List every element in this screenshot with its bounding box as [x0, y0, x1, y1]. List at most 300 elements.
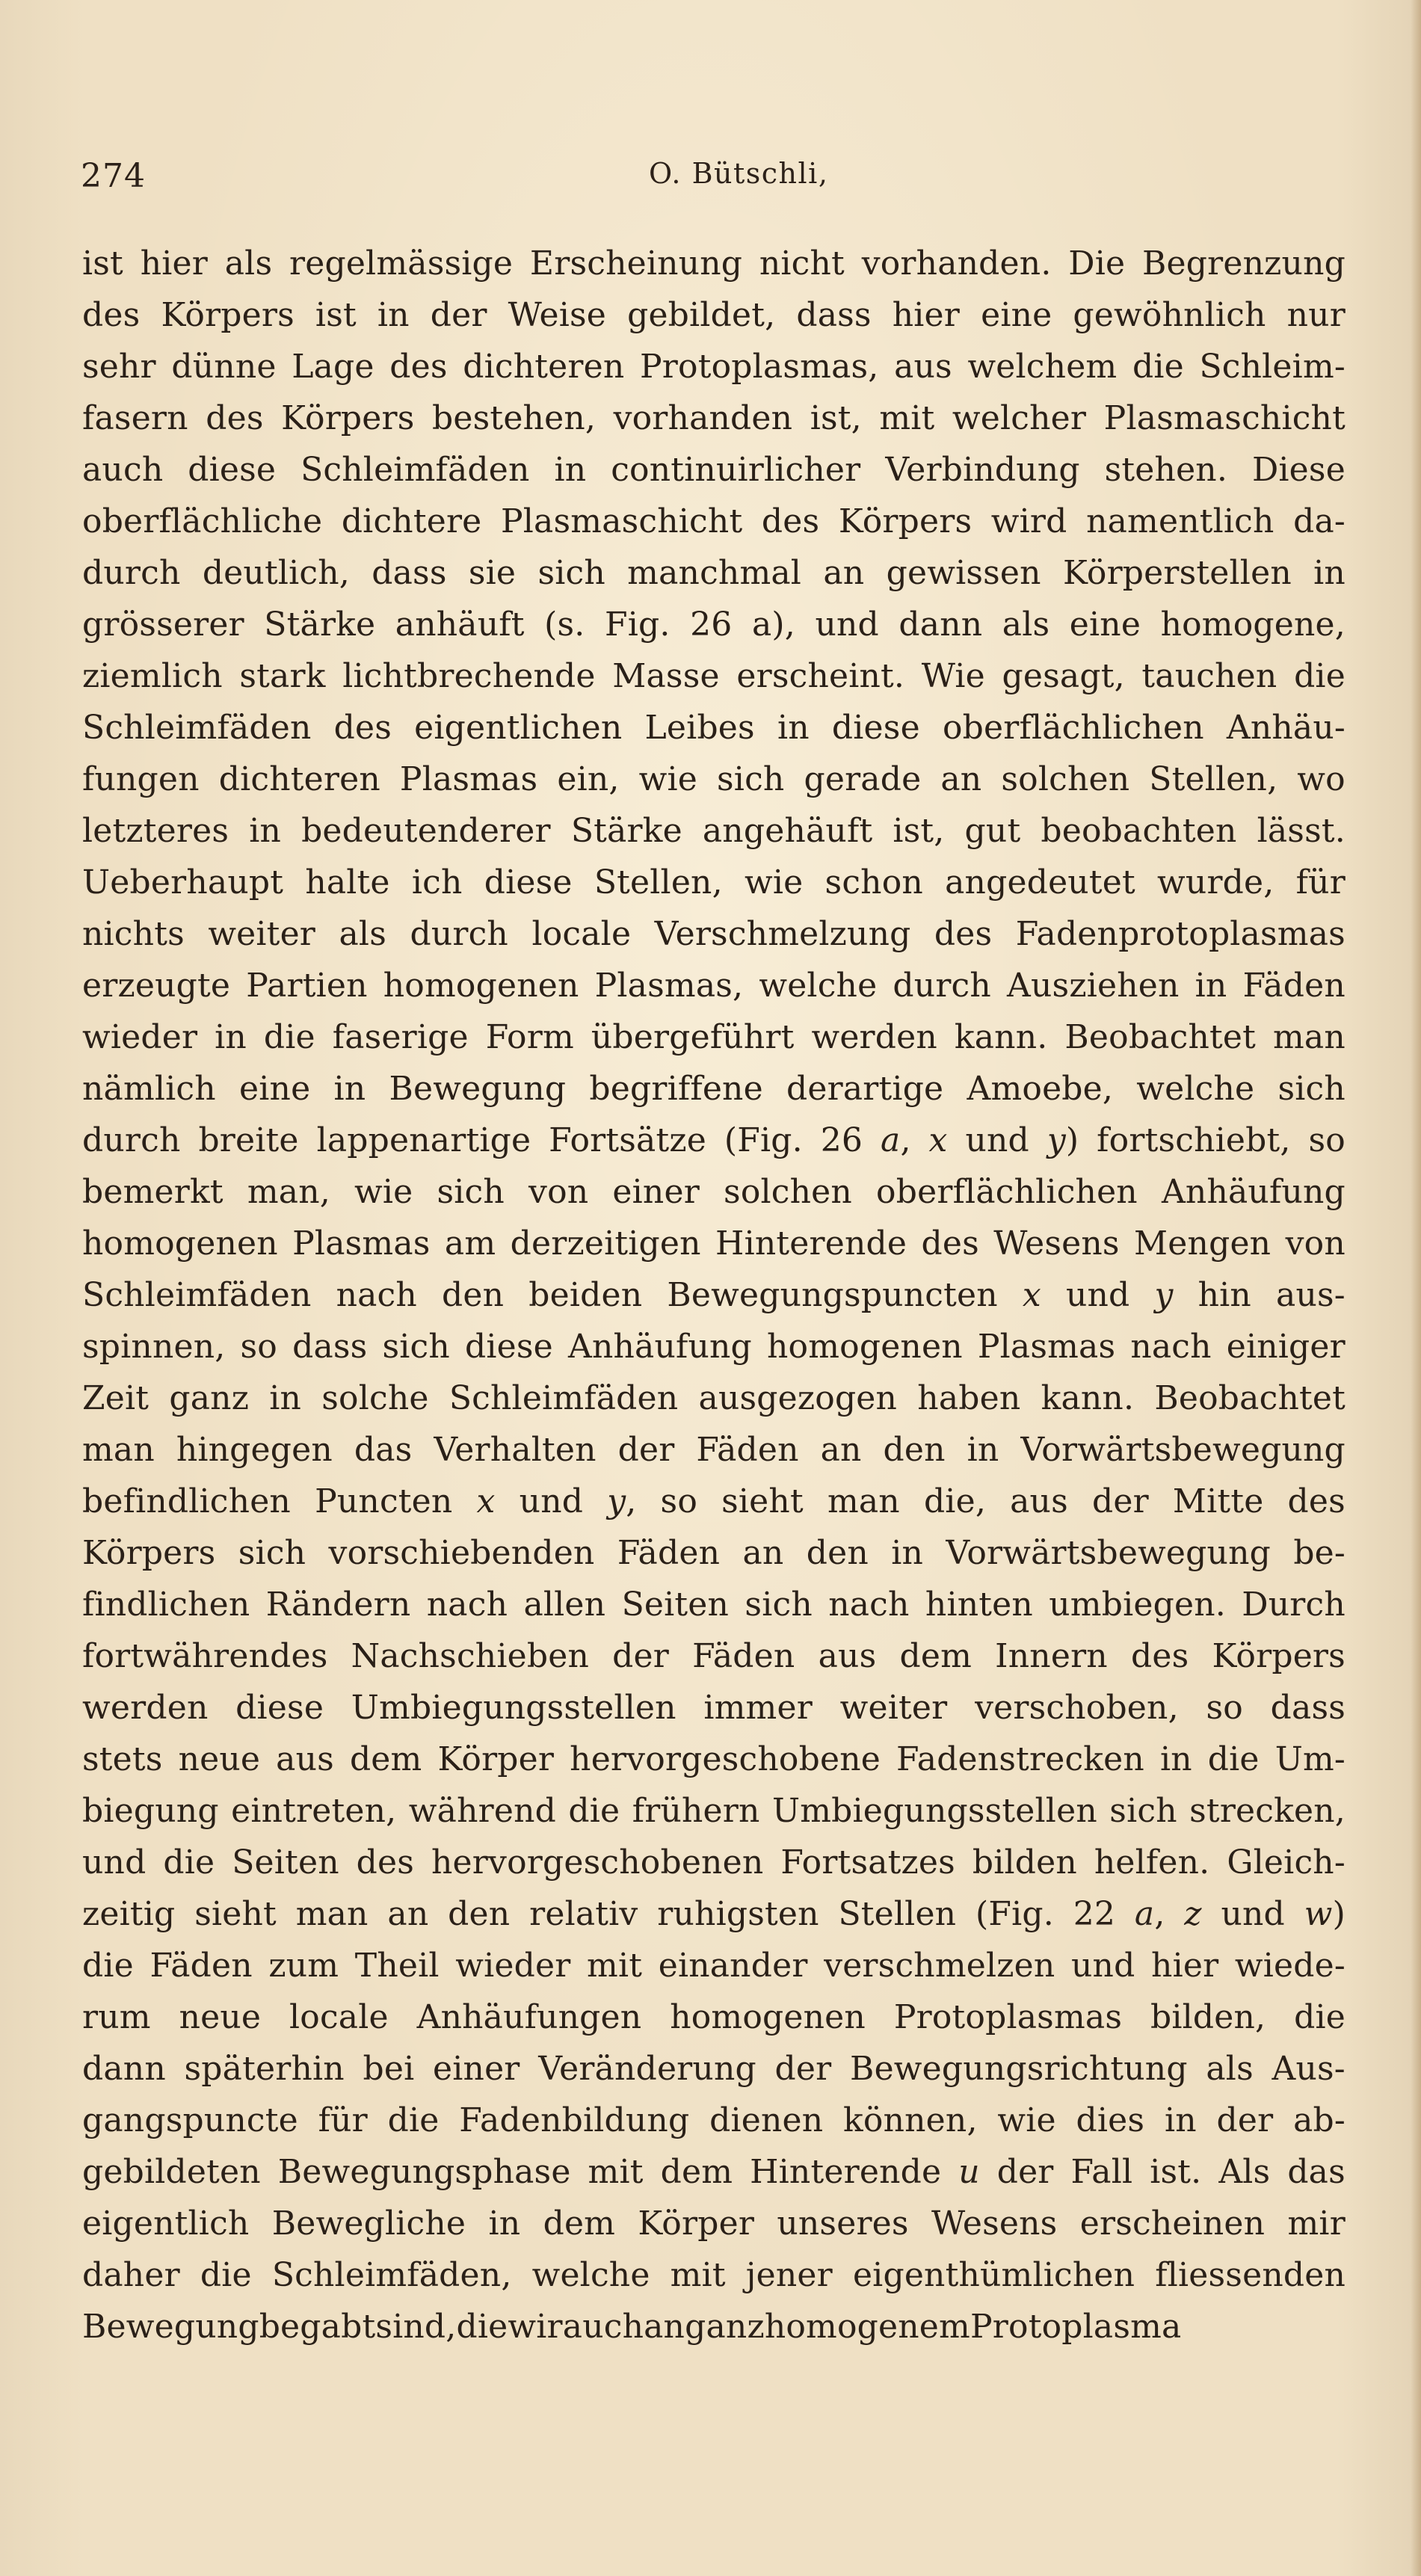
word: gebildet, [627, 296, 776, 334]
word: Körpers [838, 502, 972, 540]
word: in [215, 1018, 247, 1056]
text-line [82, 1579, 1346, 1630]
word: dem [543, 2204, 616, 2243]
word: halte [305, 863, 390, 902]
word: dem [349, 1740, 422, 1778]
word: Plasmas [292, 1224, 431, 1263]
word: dünne [171, 348, 277, 386]
word: des [333, 709, 392, 747]
word: des [206, 399, 264, 437]
word: dies [1076, 2101, 1145, 2139]
word: und [1071, 1947, 1135, 1985]
word: gesagt, [1002, 657, 1125, 695]
word: in [269, 1379, 302, 1417]
word: Bewegungspuncten [667, 1276, 998, 1314]
word: in [1313, 554, 1346, 592]
word: der [774, 2050, 832, 2088]
word: y, [607, 1482, 637, 1520]
word: an [644, 2308, 685, 2346]
word: sieht [721, 1482, 804, 1520]
word: solche [321, 1379, 429, 1417]
word: bestehen, [432, 399, 597, 437]
word: lappenartige [316, 1121, 531, 1159]
word: fungen [82, 760, 200, 798]
word: der [612, 1637, 669, 1675]
word: unseres [777, 2204, 909, 2243]
word: einer [612, 1173, 700, 1211]
word: Veränderung [538, 2050, 756, 2088]
text-line [82, 1527, 1346, 1579]
text-line [82, 650, 1346, 702]
word: Verbindung [885, 451, 1080, 489]
word: Anhäufungen [416, 1998, 642, 2036]
word: fasern [82, 399, 188, 437]
word: Zeit [82, 1379, 150, 1417]
word: nicht [759, 244, 845, 283]
word: sich [537, 554, 605, 592]
text-line [82, 1734, 1346, 1785]
word: wir [508, 2308, 563, 2346]
word: sich [1277, 1070, 1346, 1108]
word: haben [917, 1379, 1021, 1417]
word: Protoplasma [970, 2308, 1182, 2346]
word: gangspuncte [82, 2101, 298, 2139]
word: Bewegliche [271, 2204, 466, 2243]
word: nach [336, 1276, 417, 1314]
word: erscheinen [1079, 2204, 1266, 2243]
word: neue [179, 1998, 262, 2036]
word: Anhäu- [1226, 709, 1346, 747]
word: tauchen [1141, 657, 1277, 695]
word: regelmässige [289, 244, 514, 283]
word: wieder [455, 1947, 571, 1985]
word: solchen [1001, 760, 1130, 798]
word: Verschmelzung [654, 915, 911, 953]
word: continuirlicher [611, 451, 861, 489]
word: z [1184, 1895, 1202, 1933]
word: 26 [820, 1121, 863, 1159]
text-line [82, 496, 1346, 547]
word: Vorwärtsbewegung [1020, 1431, 1346, 1469]
word: fortschiebt, [1097, 1121, 1291, 1159]
word: Körpers [82, 1534, 216, 1572]
word: stark [239, 657, 326, 695]
word: welche [531, 2256, 650, 2294]
word: sieht [194, 1895, 277, 1933]
word: aus [276, 1740, 334, 1778]
word: sich [745, 1586, 813, 1624]
word: Protoplasmas, [640, 348, 879, 386]
word: durch [82, 1121, 181, 1159]
word: und [965, 1121, 1029, 1159]
word: namentlich [1086, 502, 1274, 540]
word: begabt [259, 2308, 376, 2346]
word: die [163, 1843, 215, 1882]
word: Stellen [838, 1895, 957, 1933]
word: wieder [82, 1018, 198, 1056]
word: und [82, 1843, 147, 1882]
word: Die [1068, 244, 1126, 283]
word: welcher [952, 399, 1087, 437]
text-line [82, 2249, 1346, 2301]
word: faserige [332, 1018, 469, 1056]
word: homogenen [766, 1328, 963, 1366]
word: hingegen [176, 1431, 333, 1469]
word: frühern [632, 1792, 760, 1830]
word: wie [354, 1173, 413, 1211]
word: ist. [1150, 2153, 1202, 2191]
word: die [387, 2101, 440, 2139]
word: an [820, 1431, 862, 1469]
word: nach [828, 1586, 910, 1624]
word: hier [1151, 1947, 1219, 1985]
word: hinten [925, 1586, 1033, 1624]
word: Stellen, [594, 863, 723, 902]
word: diese [484, 863, 573, 902]
word: Wesens [931, 2204, 1058, 2243]
word: durch [893, 967, 991, 1005]
word: sich [238, 1534, 306, 1572]
word: durch [82, 554, 181, 592]
word: diese [831, 709, 920, 747]
word: derzeitigen [510, 1224, 701, 1263]
word: aus [894, 348, 952, 386]
word: eine [1069, 606, 1141, 644]
text-line [82, 289, 1346, 341]
word: von [1285, 1224, 1346, 1263]
word: fliessenden [1155, 2256, 1346, 2294]
word: Anhäufung [1161, 1173, 1346, 1211]
word: Amoebe, [967, 1070, 1114, 1108]
word: Weise [508, 296, 607, 334]
word: w) [1304, 1895, 1346, 1933]
word: Schleimfäden [300, 451, 530, 489]
word: als [224, 244, 273, 283]
word: man [827, 1482, 900, 1520]
word: vorhanden [613, 399, 793, 437]
word: Beobachtet [1064, 1018, 1257, 1056]
text-line [82, 1372, 1346, 1424]
word: dass [796, 296, 872, 334]
word: einander [658, 1947, 808, 1985]
word: Körpers [281, 399, 415, 437]
word: verschmelzen [824, 1947, 1055, 1985]
word: eigenthümlichen [852, 2256, 1135, 2294]
word: an [742, 1534, 784, 1572]
word: stehen. [1104, 451, 1228, 489]
word: Begrenzung [1142, 244, 1346, 283]
word: Schleimfäden [449, 1379, 679, 1417]
word: welchem [967, 348, 1118, 386]
text-line [82, 1837, 1346, 1888]
running-head-author: O. Bütschli, [649, 157, 829, 190]
word: auch [82, 451, 164, 489]
word: dichteren [218, 760, 380, 798]
text-line [82, 1991, 1346, 2043]
word: Stärke [570, 812, 682, 850]
word: ganz [169, 1379, 250, 1417]
text-line [82, 599, 1346, 650]
word: Plasmas [977, 1328, 1116, 1366]
word: nur [1286, 296, 1346, 334]
word: mit [588, 2153, 644, 2191]
word: des [389, 348, 448, 386]
word: Innern [995, 1637, 1108, 1675]
word: können, [843, 2101, 978, 2139]
word: mit [879, 399, 935, 437]
text-line [82, 2198, 1346, 2249]
word: nichts [82, 915, 185, 953]
word: fortwährendes [82, 1637, 328, 1675]
word: einiger [1226, 1328, 1346, 1366]
text-line [82, 754, 1346, 805]
word: a, [881, 1121, 911, 1159]
word: man [295, 1895, 369, 1933]
word: auch [562, 2308, 644, 2346]
word: a), [751, 606, 795, 644]
word: oberflächlichen [876, 1173, 1138, 1211]
word: manchmal [627, 554, 802, 592]
word: derartige [786, 1070, 944, 1108]
word: Stellen, [1149, 760, 1278, 798]
word: Körperstellen [1062, 554, 1292, 592]
word: Stärke [264, 606, 376, 644]
text-line [82, 238, 1346, 289]
word: Protoplasmas [893, 1998, 1123, 2036]
word: y [1154, 1276, 1174, 1314]
word: als [1206, 2050, 1254, 2088]
word: erscheint. [736, 657, 905, 695]
word: rum [82, 1998, 151, 2036]
word: verschoben, [975, 1689, 1179, 1727]
word: weiter [839, 1689, 948, 1727]
word: begriffene [589, 1070, 763, 1108]
text-line [82, 1424, 1346, 1476]
word: Erscheinung [529, 244, 743, 283]
word: Körper [437, 1740, 555, 1778]
word: für [1295, 863, 1346, 902]
word: den [806, 1534, 869, 1572]
word: kann. [954, 1018, 1048, 1056]
word: sich [717, 760, 785, 798]
word: Schleimfäden, [271, 2256, 512, 2294]
word: Wie [921, 657, 985, 695]
word: homogenen [383, 967, 579, 1005]
word: in [1195, 967, 1227, 1005]
word: allen [523, 1586, 606, 1624]
word: in [777, 709, 810, 747]
word: homogenen [82, 1224, 278, 1263]
word: in [554, 451, 587, 489]
word: Hinterende [750, 2153, 942, 2191]
word: Anhäufung [567, 1328, 752, 1366]
word: oberflächlichen [942, 709, 1204, 747]
word: Fadenprotoplasmas [1015, 915, 1346, 953]
word: wird [990, 502, 1067, 540]
word: x [476, 1482, 496, 1520]
word: letzteres [82, 812, 229, 850]
text-line [82, 1785, 1346, 1837]
text-line [82, 1063, 1346, 1115]
word: kann. [1041, 1379, 1135, 1417]
word: und [1065, 1276, 1130, 1314]
word: als [1002, 606, 1050, 644]
word: helfen. [1094, 1843, 1210, 1882]
word: in [377, 296, 410, 334]
text-line [82, 341, 1346, 392]
word: eine [981, 296, 1052, 334]
word: beobachten [1041, 812, 1237, 850]
word: Fall [1070, 2153, 1133, 2191]
word: ist, [810, 399, 862, 437]
word: anhäuft [395, 606, 525, 644]
word: nämlich [82, 1070, 216, 1108]
word: in [488, 2204, 521, 2243]
word: in [891, 1534, 924, 1572]
word: Masse [612, 657, 720, 695]
word: dienen [709, 2101, 824, 2139]
word: Fortsätze [549, 1121, 706, 1159]
word: bedeutenderer [301, 812, 551, 850]
word: dichteren [463, 348, 625, 386]
word: werden [811, 1018, 937, 1056]
word: den [442, 1276, 505, 1314]
word: Körpers [161, 296, 295, 334]
word: des [934, 915, 993, 953]
word: so [1308, 1121, 1346, 1159]
word: Körpers [1212, 1637, 1346, 1675]
word: Um- [1274, 1740, 1346, 1778]
word: nach [1130, 1328, 1212, 1366]
word: Umbiegungsstellen [771, 1792, 1097, 1830]
word: 22 [1073, 1895, 1116, 1933]
word: des [1130, 1637, 1189, 1675]
word: biegung [82, 1792, 219, 1830]
word: sich [437, 1173, 505, 1211]
word: in [249, 812, 282, 850]
word: Leibes [644, 709, 755, 747]
word: bilden, [1150, 1998, 1266, 2036]
word: Wesens [993, 1224, 1120, 1263]
word: a, [1134, 1895, 1165, 1933]
text-line [82, 1115, 1346, 1166]
word: sehr [82, 348, 156, 386]
word: locale [289, 1998, 389, 2036]
word: schon [824, 863, 923, 902]
word: grösserer [82, 606, 244, 644]
word: ausgezogen [698, 1379, 898, 1417]
text-line [82, 1888, 1346, 1940]
word: des [356, 1843, 415, 1882]
text-line [82, 392, 1346, 444]
word: man, [247, 1173, 330, 1211]
word: man [1272, 1018, 1346, 1056]
word: lässt. [1257, 812, 1346, 850]
word: der [996, 2153, 1054, 2191]
word: sich [382, 1328, 450, 1366]
word: so [1206, 1689, 1243, 1727]
word: des [761, 502, 820, 540]
word: dichtere [341, 502, 482, 540]
word: gut [964, 812, 1021, 850]
word: hier [892, 296, 961, 334]
text-line [82, 1218, 1346, 1269]
word: Fäden [696, 1431, 799, 1469]
word: am [444, 1224, 496, 1263]
word: während [408, 1792, 556, 1830]
word: des [1287, 1482, 1346, 1520]
word: die [1294, 1998, 1346, 2036]
text-line [82, 1940, 1346, 1991]
word: Plasmas [399, 760, 538, 798]
word: Puncten [315, 1482, 453, 1520]
word: eigentlich [82, 2204, 250, 2243]
word: findlichen [82, 1586, 250, 1624]
word: (Fig. [724, 1121, 803, 1159]
word: an [940, 760, 982, 798]
word: be- [1293, 1534, 1346, 1572]
word: hier [140, 244, 208, 283]
word: angedeutet [945, 863, 1135, 902]
word: die [200, 2256, 252, 2294]
word: Fortsatzes [780, 1843, 955, 1882]
word: Partien [246, 967, 368, 1005]
word: spinnen, [82, 1328, 226, 1366]
word: diese [235, 1689, 324, 1727]
page-number: 274 [81, 157, 146, 195]
word: Vorwärtsbewegung [946, 1534, 1271, 1572]
word: welche [1136, 1070, 1255, 1108]
text-line [82, 1269, 1346, 1321]
word: homogenen [670, 1998, 866, 2036]
word: aus [818, 1637, 877, 1675]
word: ist [82, 244, 123, 283]
word: die [456, 2308, 508, 2346]
word: sind, [375, 2308, 457, 2346]
word: des [921, 1224, 979, 1263]
word: der [1091, 1482, 1149, 1520]
word: Form [485, 1018, 574, 1056]
word: dem [899, 1637, 972, 1675]
word: eine [239, 1070, 311, 1108]
running-head [0, 157, 1421, 202]
word: mit [587, 1947, 643, 1985]
word: der [617, 1431, 675, 1469]
word: diese [465, 1328, 553, 1366]
word: erzeugte [82, 967, 231, 1005]
word: beiden [528, 1276, 643, 1314]
word: und [815, 606, 879, 644]
word: homogene, [1160, 606, 1346, 644]
word: befindlichen [82, 1482, 291, 1520]
text-line [82, 960, 1346, 1011]
word: Fadenstrecken [896, 1740, 1144, 1778]
text-line [82, 1321, 1346, 1372]
word: die [1207, 1740, 1260, 1778]
word: homogenem [764, 2308, 970, 2346]
text-line [82, 1630, 1346, 1682]
word: Plasmas, [594, 967, 744, 1005]
word: weiter [208, 915, 316, 953]
word: in [1159, 1740, 1192, 1778]
word: so [660, 1482, 698, 1520]
word: (s. [544, 606, 585, 644]
word: Aus- [1271, 2050, 1346, 2088]
word: die [568, 1792, 620, 1830]
word: von [528, 1173, 589, 1211]
word: Schleimfäden [82, 1276, 312, 1314]
word: daher [82, 2256, 180, 2294]
